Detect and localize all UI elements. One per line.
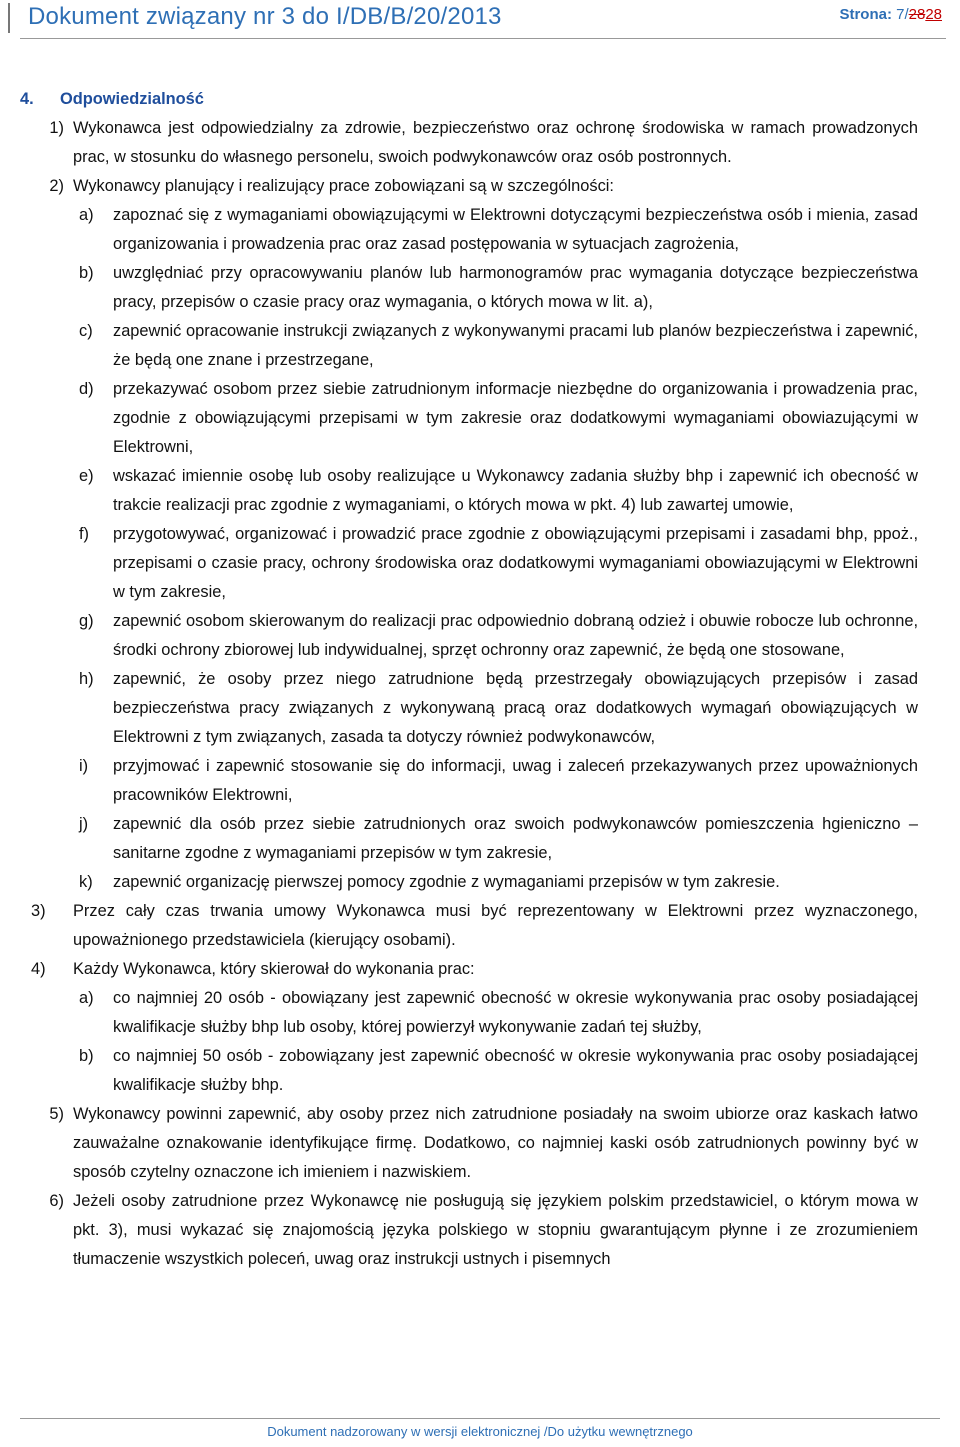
subitem-text: zapewnić dla osób przez siebie zatrudnionych oraz swoich podwykonawców pomieszczenia hgieniczno – sanitarne zgodne z wymaganiami przepisów w tym zakresie,: [113, 815, 918, 862]
sublist-item: [73, 752, 918, 810]
page-total-old: 28: [908, 6, 926, 23]
sublist-item: [73, 259, 918, 317]
subitem-marker: a): [79, 989, 94, 1007]
subitem-text: zapewnić opracowanie instrukcji związanych z wykonywanymi pracami lub planów bezpieczeństwa i zapewnić, że będą one znane i przestrzegane,: [113, 322, 918, 369]
item-text: Wykonawca jest odpowiedzialny za zdrowie, bezpieczeństwo oraz ochronę środowiska w ramach prowadzonych prac, w stosunku do własnego personelu, swoich podwykonawców oraz osób postronnych.: [73, 119, 918, 166]
sublist-item: [73, 462, 918, 520]
subitem-marker: f): [79, 525, 90, 543]
subitem-text: przygotowywać, organizować i prowadzić prace zgodnie z obowiązującymi przepisami i zasadami bhp, ppoż., przepisami o czasie pracy, ochrony środowiska oraz dodatkowymi wymaganiami obowiazującymi w Elektrowni w tym zakresie,: [113, 525, 918, 601]
page-footer: Dokument nadzorowany w wersji elektronicznej /Do użytku wewnętrznego: [267, 1424, 693, 1439]
sublist-item: [73, 665, 918, 752]
sublist-item: [73, 317, 918, 375]
item-text: Wykonawcy powinni zapewnić, aby osoby przez nich zatrudnione posiadały na swoim ubiorze oraz kaskach łatwo zauważalne oznakowanie identyfikujące firmę. Dodatkowo, co najmniej kaski osób zatrudnionych powinny być w sposób czytelny oznaczone ich imieniem i nazwiskiem.: [73, 1105, 918, 1181]
section-number: 4.: [20, 90, 34, 108]
list-item: [20, 897, 918, 955]
section-title: Odpowiedzialność: [60, 90, 204, 108]
subitem-text: zapewnić osobom skierowanym do realizacji prac odpowiednio dobraną odzież i obuwie robocze lub ochronne, środki ochrony zbiorowej lub indywidualnej, sprzęt ochronny oraz zapewnić, że będą one stosowane,: [113, 612, 918, 659]
subitem-marker: b): [79, 1047, 94, 1065]
subitem-marker: i): [79, 757, 89, 775]
page-current: 7/: [896, 6, 909, 23]
page-header: [0, 0, 960, 44]
page-number: [839, 6, 942, 23]
item-text: Każdy Wykonawca, który skierował do wykonania prac:: [73, 960, 475, 978]
subitem-text: co najmniej 20 osób - obowiązany jest zapewnić obecność w okresie wykonywania prac osoby posiadającej kwalifikacje służby bhp lub osoby, której powierzył wykonywanie zadań tej służby,: [113, 989, 918, 1036]
sublist-item: [73, 201, 918, 259]
sublist-item: [73, 1042, 918, 1100]
subitem-marker: a): [79, 206, 94, 224]
sublist-item: [73, 520, 918, 607]
page-total-new: 28: [925, 6, 942, 23]
item-text: Przez cały czas trwania umowy Wykonawca musi być reprezentowany w Elektrowni przez wyznaczonego, upoważnionego przedstawiciela (kierujący osobami).: [73, 902, 918, 949]
list-item: [20, 1187, 918, 1274]
subitem-text: zapewnić, że osoby przez niego zatrudnione będą przestrzegały obowiązujących przepisów i zasad bezpieczeństwa pracy związanych z wykonywaną pracą oraz dodatkowych wymagań obowiązujących w Elektrowni z tym związanych, zasada ta dotyczy również podwykonawców,: [113, 670, 918, 746]
subitem-text: zapewnić organizację pierwszej pomocy zgodnie z wymaganiami przepisów w tym zakresie.: [113, 873, 780, 891]
item-text: Wykonawcy planujący i realizujący prace zobowiązani są w szczególności:: [73, 177, 614, 195]
subitem-text: wskazać imiennie osobę lub osoby realizujące u Wykonawcy zadania służby bhp i zapewnić ich obecność w trakcie realizacji prac zgodnie z wymaganiami, o których mowa w pkt. 4) lub zawartej umowie,: [113, 467, 918, 514]
subitem-marker: c): [79, 322, 93, 340]
subitem-marker: k): [79, 873, 93, 891]
subitem-marker: g): [79, 612, 94, 630]
header-vertical-bar: [8, 3, 10, 33]
item-marker: 4): [31, 960, 46, 978]
subitem-marker: d): [79, 380, 94, 398]
item-marker: 6): [49, 1192, 64, 1210]
footer-divider: [20, 1418, 940, 1419]
subitem-text: przekazywać osobom przez siebie zatrudnionym informacje niezbędne do organizowania i prowadzenia prac, zgodnie z obowiązującymi przepisami w tym zakresie oraz dodatkowymi wymaganiami obowiazującymi w Elektrowni,: [113, 380, 918, 456]
subitem-text: uwzględniać przy opracowywaniu planów lub harmonogramów prac wymagania dotyczące bezpieczeństwa pracy, przepisów o czasie pracy oraz wymagania, o których mowa w lit. a),: [113, 264, 918, 311]
subitem-text: zapoznać się z wymaganiami obowiązującymi w Elektrowni dotyczącymi bezpieczeństwa osób i mienia, zasad organizowania i prowadzenia prac oraz zasad postępowania w sytuacjach zagrożenia,: [113, 206, 918, 253]
item-marker: 2): [49, 177, 64, 195]
page-label: Strona:: [839, 6, 892, 23]
list-item: [20, 172, 918, 201]
list-item: [20, 1100, 918, 1187]
list-item: [20, 114, 918, 172]
subitem-marker: j): [79, 815, 89, 833]
section-heading: [20, 85, 918, 114]
subitem-marker: b): [79, 264, 94, 282]
item-marker: 3): [31, 902, 46, 920]
sublist-item: [73, 375, 918, 462]
document-body: [20, 85, 918, 1274]
sublist: [73, 201, 918, 897]
list-item: [20, 955, 918, 984]
item-marker: 1): [49, 119, 64, 137]
sublist-item: [73, 868, 918, 897]
document-title: Dokument związany nr 3 do I/DB/B/20/2013: [28, 3, 502, 30]
header-divider: [20, 38, 946, 39]
item-marker: 5): [49, 1105, 64, 1123]
sublist-item: [73, 810, 918, 868]
subitem-text: co najmniej 50 osób - zobowiązany jest zapewnić obecność w okresie wykonywania prac osoby posiadającej kwalifikacje służby bhp.: [113, 1047, 918, 1094]
sublist-item: [73, 607, 918, 665]
subitem-marker: e): [79, 467, 94, 485]
item-text: Jeżeli osoby zatrudnione przez Wykonawcę nie posługują się językiem polskim przedstawiciel, o którym mowa w pkt. 3), musi wykazać się znajomością języka polskiego w stopniu gwarantującym płynne i ze zrozumieniem tłumaczenie wszystkich poleceń, uwag oraz instrukcji ustnych i pisemnych: [73, 1192, 918, 1268]
sublist-item: [73, 984, 918, 1042]
subitem-text: przyjmować i zapewnić stosowanie się do informacji, uwag i zaleceń przekazywanych przez upoważnionych pracowników Elektrowni,: [113, 757, 918, 804]
sublist: [73, 984, 918, 1100]
subitem-marker: h): [79, 670, 94, 688]
